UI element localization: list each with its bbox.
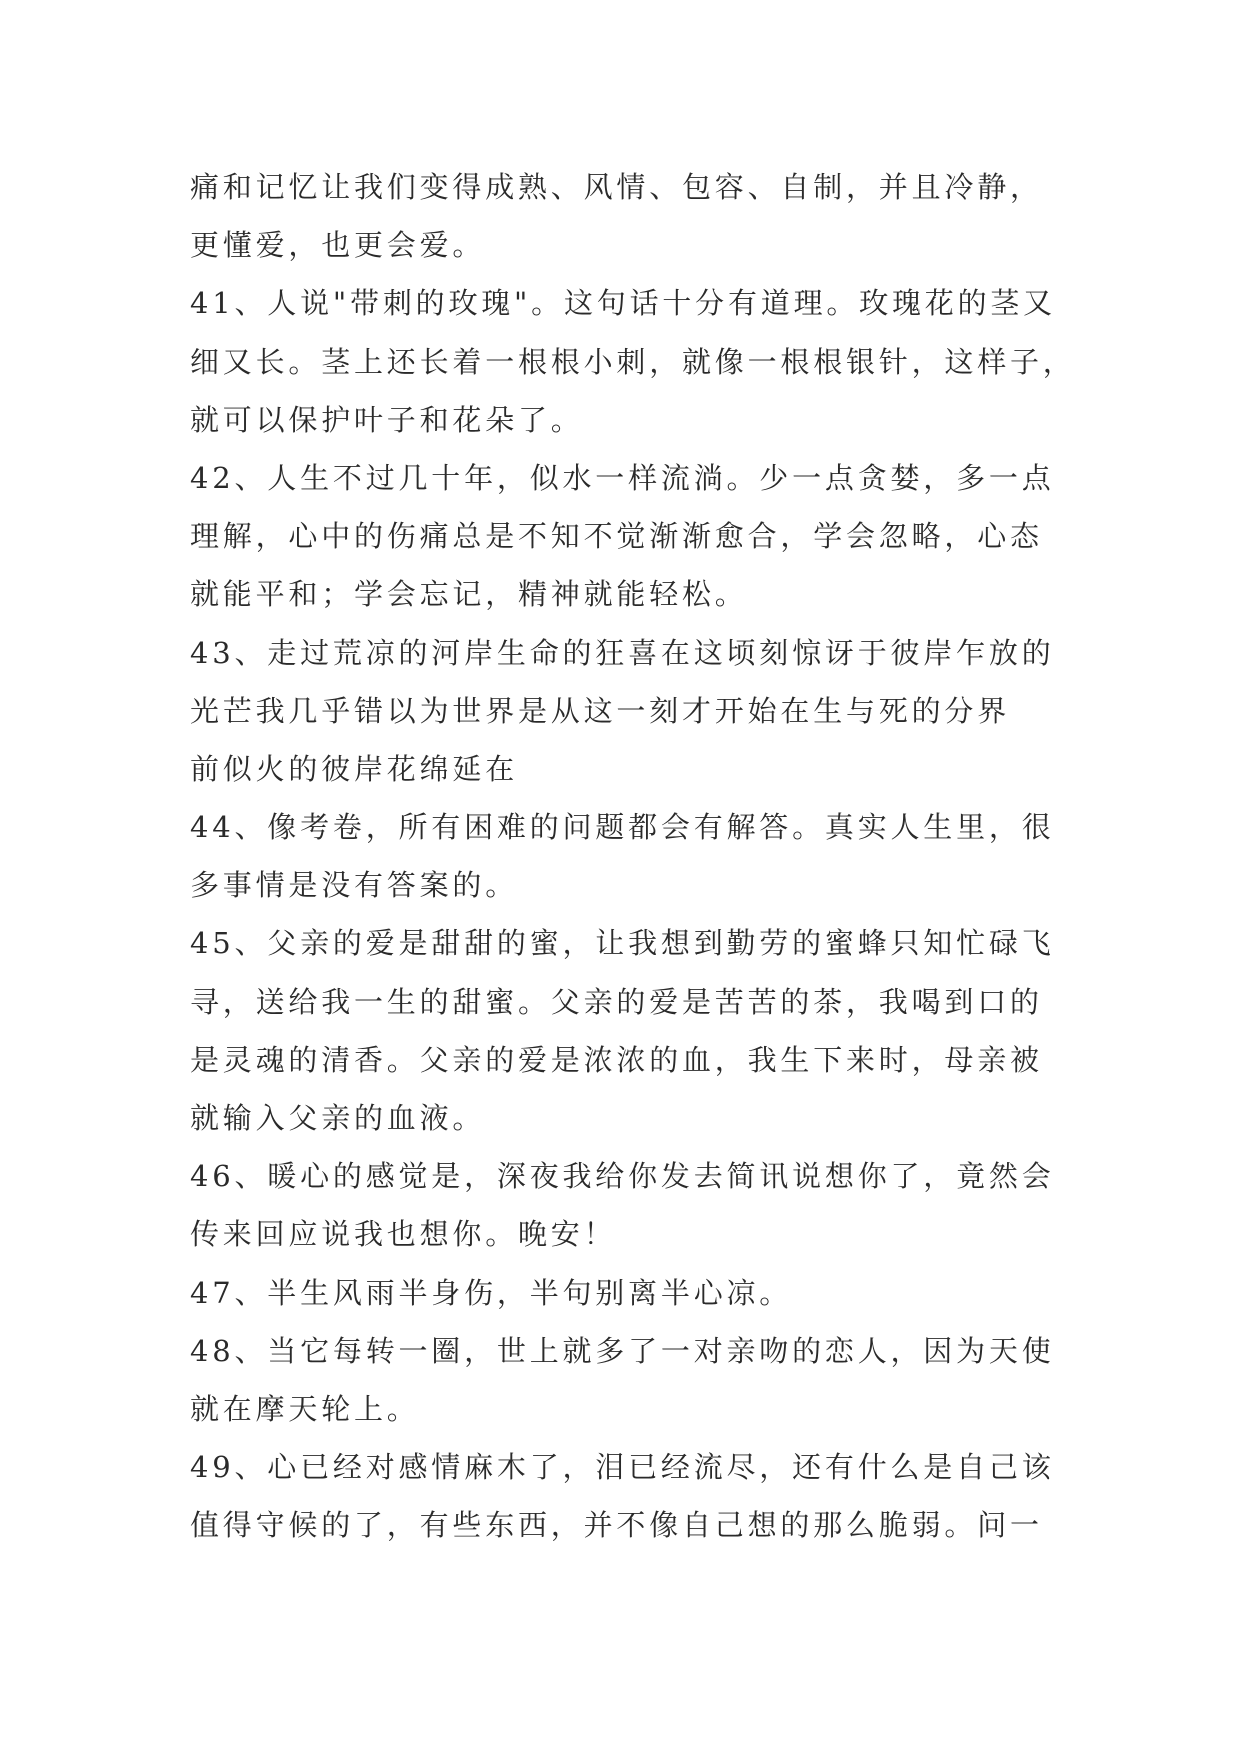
text-line: 41、人说"带刺的玫瑰"。这句话十分有道理。玫瑰花的茎又 [190,286,1056,321]
text-line: 前似火的彼岸花绵延在 [190,751,519,786]
text-line: 更懂爱，也更会爱。 [190,228,486,263]
text-line: 传来回应说我也想你。晚安！ [190,1217,617,1252]
text-line: 理解，心中的伤痛总是不知不觉渐渐愈合，学会忽略，心态 [190,519,1043,554]
text-line: 多事情是没有答案的。 [190,868,519,903]
text-line: 痛和记忆让我们变得成熟、风情、包容、自制，并且冷静， [190,170,1043,204]
text-line: 就可以保护叶子和花朵了。 [190,402,584,437]
document-body [190,158,1076,1555]
text-line: 就在摩天轮上。 [190,1391,420,1426]
text-line: 值得守候的了，有些东西，并不像自己想的那么脆弱。问一 [190,1508,1043,1543]
text-line: 光芒我几乎错以为世界是从这一刻才开始在生与死的分界 [190,693,1011,728]
text-line: 细又长。茎上还长着一根根小刺，就像一根根银针，这样子， [190,344,1076,379]
text-line: 就能平和；学会忘记，精神就能轻松。 [190,577,748,612]
text-line: 43、走过荒凉的河岸生命的狂喜在这顷刻惊讶于彼岸乍放的 [190,635,1055,670]
text-line: 47、半生风雨半身伤，半句别离半心凉。 [190,1275,793,1310]
text-line: 寻，送给我一生的甜蜜。父亲的爱是苦苦的茶，我喝到口的 [190,984,1043,1019]
text-line: 42、人生不过几十年，似水一样流淌。少一点贪婪，多一点 [190,460,1055,495]
text-line: 48、当它每转一圈，世上就多了一对亲吻的恋人，因为天使 [190,1333,1055,1368]
text-line: 是灵魂的清香。父亲的爱是浓浓的血，我生下来时，母亲被 [190,1042,1043,1077]
text-line: 就输入父亲的血液。 [190,1101,486,1135]
text-line: 44、像考卷，所有困难的问题都会有解答。真实人生里，很 [190,810,1055,845]
text-line: 45、父亲的爱是甜甜的蜜，让我想到勤劳的蜜蜂只知忙碌飞 [190,926,1055,961]
text-line: 46、暖心的感觉是，深夜我给你发去简讯说想你了，竟然会 [190,1159,1055,1194]
text-line: 49、心已经对感情麻木了，泪已经流尽，还有什么是自己该 [190,1450,1055,1485]
